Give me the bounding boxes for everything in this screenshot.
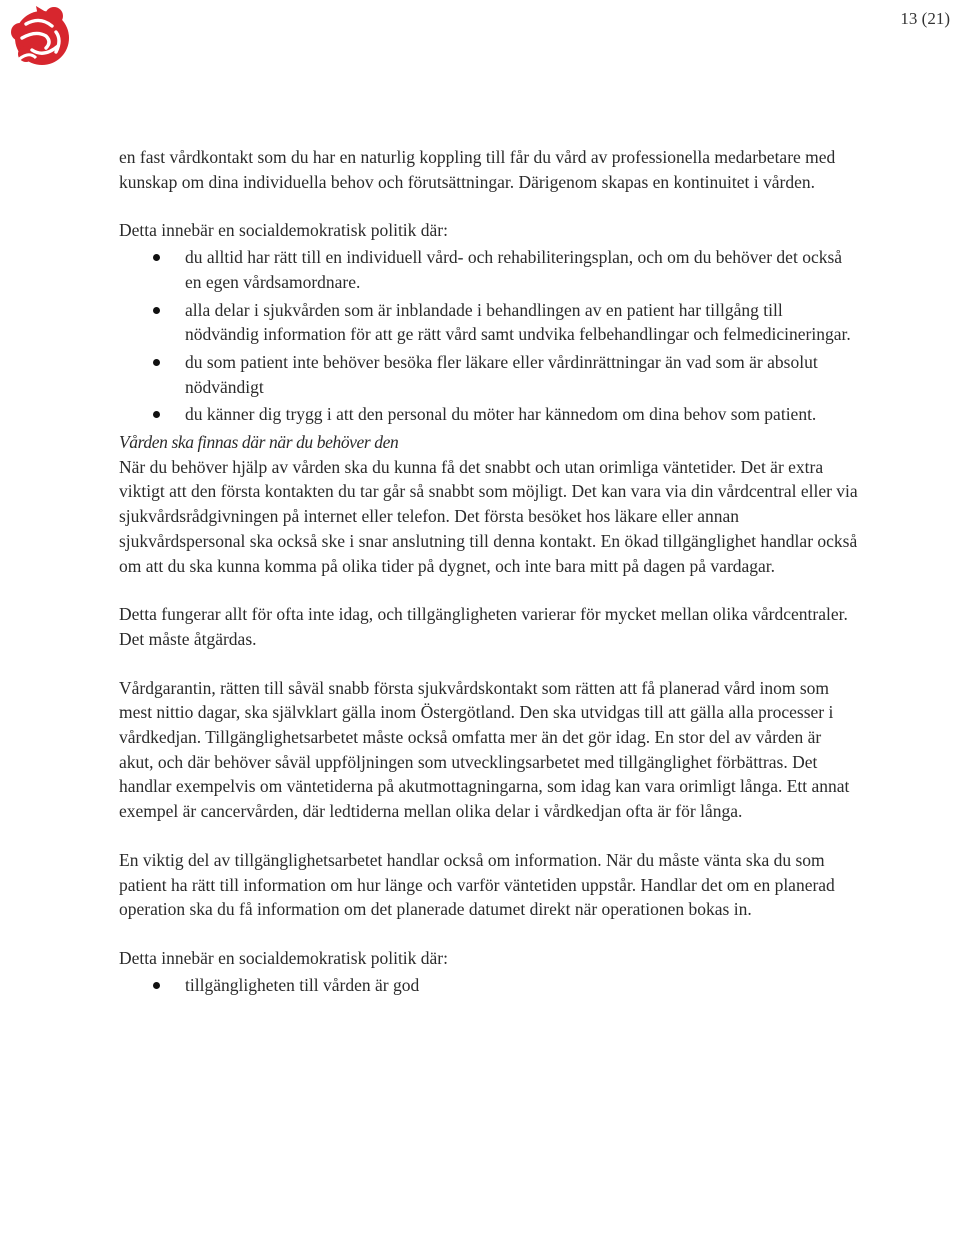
list-item: tillgängligheten till vården är god bbox=[119, 973, 859, 998]
bullet-list-2 bbox=[119, 973, 859, 998]
rose-logo-icon bbox=[6, 2, 76, 74]
paragraph-4: Detta fungerar allt för ofta inte idag, och tillgängligheten varierar för mycket mellan olika vårdcentraler. Det måste åtgärdas. bbox=[119, 604, 848, 649]
section-subheading: Vården ska finnas där när du behöver den bbox=[119, 432, 399, 453]
paragraph-5: Vårdgarantin, rätten till såväl snabb första sjukvårdskontakt som rätten att få planerad vård inom som mest nittio dagar, ska självklart gälla inom Östergötland. Den ska utvidgas till att gälla alla processer i vårdkedjan. Tillgänglighetsarbetet måste också omfatta mer än det gör idag. En stor del av vården är akut, och där behöver såväl uppföljningen som utvecklingsarbetet med tillgänglighet förbättras. Det handlar exempelvis om väntetiderna på akutmottagningarna, som idag kan vara orimligt långa. Ett annat exempel är cancervården, där ledtiderna mellan olika delar i vårdkedjan ofta är för långa. bbox=[119, 677, 850, 822]
paragraph-7: Detta innebär en socialdemokratisk politik där: bbox=[119, 947, 448, 968]
document-body bbox=[119, 145, 859, 1000]
paragraph-2: Detta innebär en socialdemokratisk politik där: bbox=[119, 220, 448, 241]
paragraph-6: En viktig del av tillgänglighetsarbetet handlar också om information. När du måste vänta ska du som patient ha rätt till information om hur länge och varför väntetiden uppstår. Handlar det om en planerad operation ska du få information om det planerade datumet direkt när operationen bokas in. bbox=[119, 849, 835, 920]
list-item: du känner dig trygg i att den personal du möter har kännedom om dina behov som patient. bbox=[119, 402, 859, 427]
bullet-list-1 bbox=[119, 245, 859, 427]
list-item: alla delar i sjukvården som är inblandade i behandlingen av en patient har tillgång till nödvändig information för att ge rätt vård samt undvika felbehandlingar och felmedicineringar. bbox=[119, 298, 859, 347]
paragraph-3: När du behöver hjälp av vården ska du kunna få det snabbt och utan orimliga väntetider. Det är extra viktigt att den första kontakten du tar går så snabbt som möjligt. Det kan vara via din vårdcentral eller via sjukvårdsrådgivningen på internet eller telefon. Det första besöket hos läkare eller annan sjukvårdspersonal ska också ske i snar anslutning till denna kontakt. En ökad tillgänglighet handlar också om att du ska kunna komma på olika tider på dygnet, och inte bara mitt på dagen på vardagar. bbox=[119, 456, 858, 576]
paragraph-1: en fast vårdkontakt som du har en naturlig koppling till får du vård av professionella medarbetare med kunskap om dina individuella behov och förutsättningar. Därigenom skapas en kontinuitet i vården. bbox=[119, 147, 836, 192]
page-number: 13 (21) bbox=[900, 9, 950, 28]
list-item: du som patient inte behöver besöka fler läkare eller vårdinrättningar än vad som är absolut nödvändigt bbox=[119, 350, 859, 399]
list-item: du alltid har rätt till en individuell vård- och rehabiliteringsplan, och om du behöver det också en egen vårdsamordnare. bbox=[119, 245, 859, 294]
